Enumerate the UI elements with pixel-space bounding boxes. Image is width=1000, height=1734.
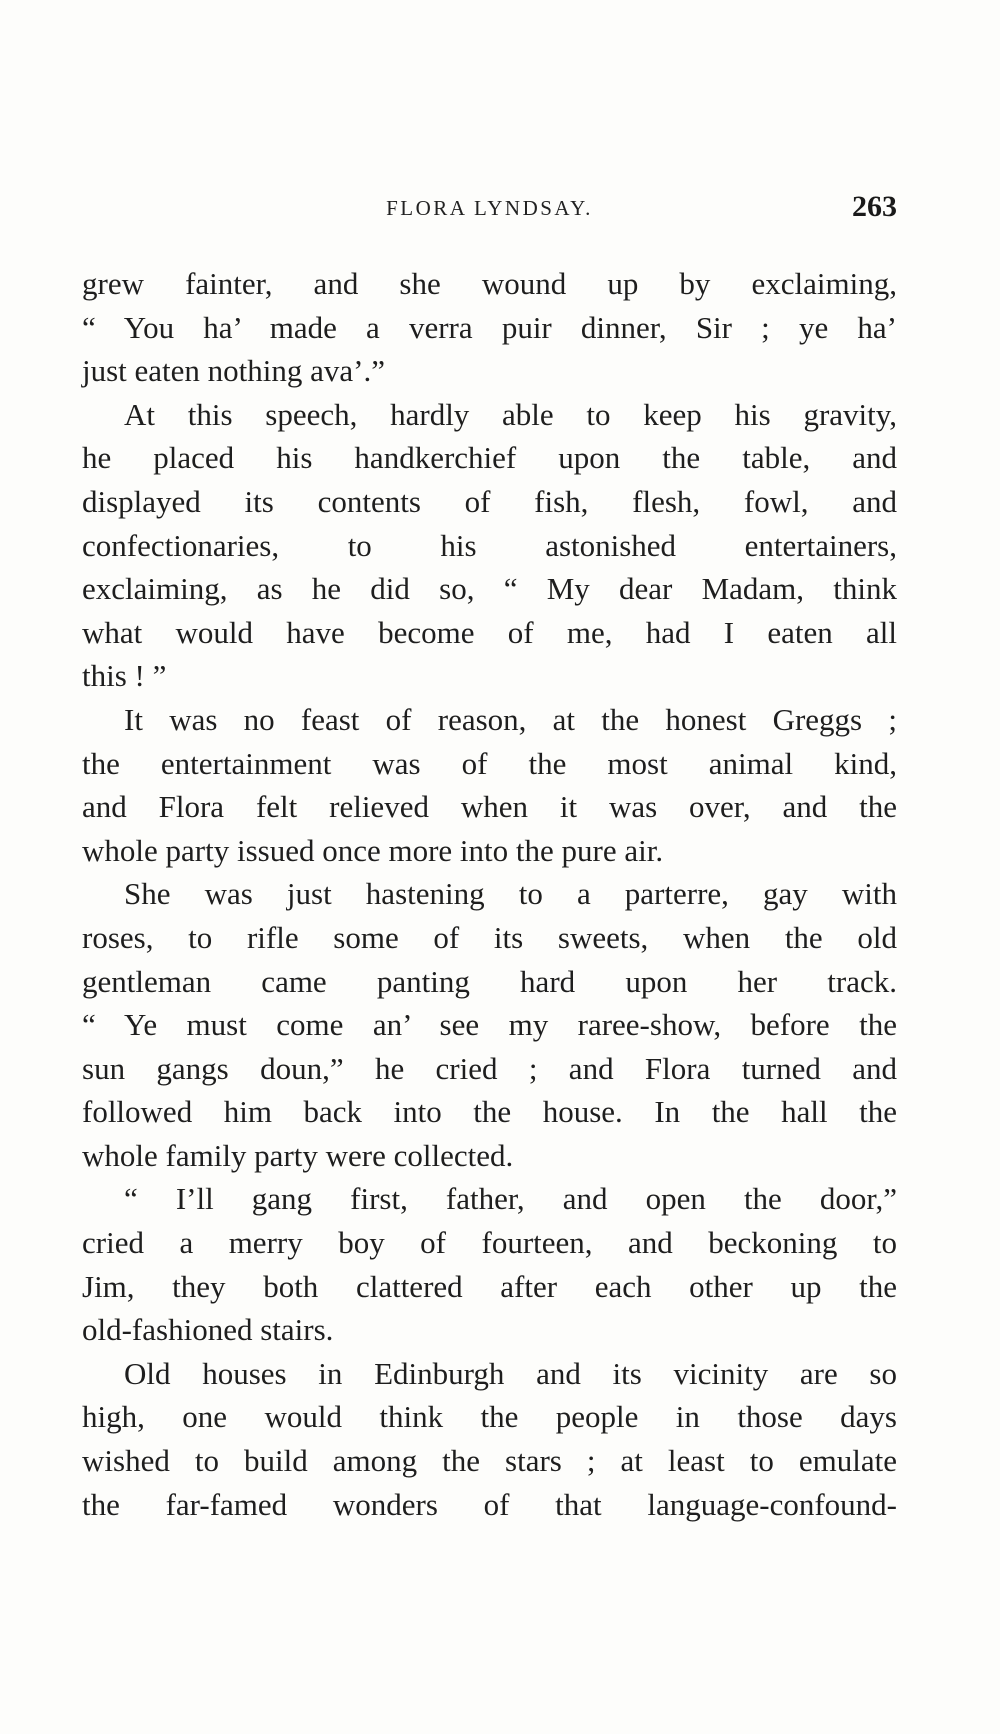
- running-title: FLORA LYNDSAY.: [386, 196, 593, 220]
- text-line: “ I’ll gang first, father, and open the door,”: [124, 1181, 897, 1217]
- text-line: whole family party were collected.: [82, 1137, 514, 1173]
- text-line: roses, to rifle some of its sweets, when the old: [82, 919, 897, 955]
- text-line: just eaten nothing ava’.”: [82, 353, 386, 389]
- paragraph-5: [82, 1177, 897, 1351]
- text-line: sun gangs doun,” he cried ; and Flora turned and: [82, 1050, 897, 1086]
- text-line: At this speech, hardly able to keep his gravity,: [124, 396, 897, 432]
- paragraph-4: [82, 872, 897, 1177]
- text-line: high, one would think the people in those days: [82, 1399, 897, 1435]
- text-line: gentleman came panting hard upon her track.: [82, 963, 897, 999]
- text-line: Jim, they both clattered after each other up the: [82, 1268, 897, 1304]
- text-line: whole party issued once more into the pure air.: [82, 832, 664, 868]
- text-line: “ Ye must come an’ see my raree-show, before the: [82, 1007, 897, 1043]
- text-line: “ You ha’ made a verra puir dinner, Sir ; ye ha’: [82, 309, 897, 345]
- paragraph-3: [82, 698, 897, 872]
- text-line: Old houses in Edinburgh and its vicinity are so: [124, 1355, 897, 1391]
- text-line: old-fashioned stairs.: [82, 1312, 334, 1348]
- text-line: what would have become of me, had I eaten all: [82, 614, 897, 650]
- paragraph-6: [82, 1352, 897, 1526]
- text-line: It was no feast of reason, at the honest Greggs ;: [124, 701, 897, 737]
- text-line: exclaiming, as he did so, “ My dear Madam, think: [82, 571, 897, 607]
- text-line: he placed his handkerchief upon the table, and: [82, 440, 897, 476]
- text-line: this ! ”: [82, 658, 167, 694]
- text-line: the far-famed wonders of that language-confound-: [82, 1486, 897, 1522]
- paragraph-1: [82, 262, 897, 393]
- text-line: grew fainter, and she wound up by exclaiming,: [82, 266, 897, 301]
- page-number: 263: [852, 190, 897, 223]
- running-head: [82, 190, 897, 230]
- text-line: cried a merry boy of fourteen, and beckoning to: [82, 1225, 897, 1261]
- text-line: confectionaries, to his astonished entertainers,: [82, 527, 897, 563]
- text-line: displayed its contents of fish, flesh, fowl, and: [82, 483, 897, 519]
- text-line: followed him back into the house. In the hall the: [82, 1094, 897, 1130]
- text-line: wished to build among the stars ; at least to emulate: [82, 1443, 897, 1479]
- body-text: [82, 262, 897, 1526]
- text-line: She was just hastening to a parterre, gay with: [124, 876, 897, 912]
- paragraph-2: [82, 393, 897, 698]
- text-line: and Flora felt relieved when it was over, and the: [82, 789, 897, 825]
- text-line: the entertainment was of the most animal kind,: [82, 745, 897, 781]
